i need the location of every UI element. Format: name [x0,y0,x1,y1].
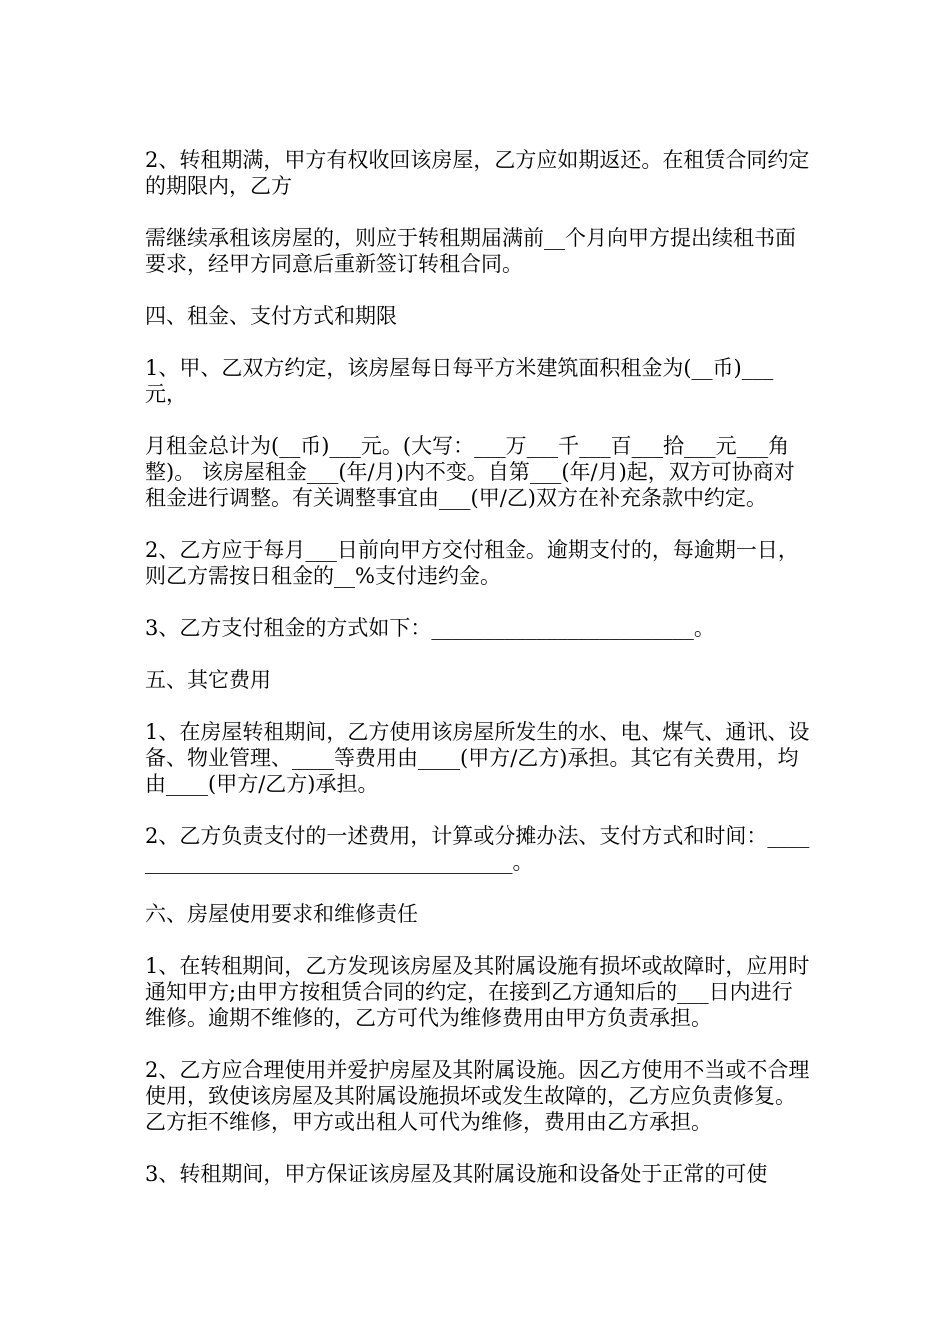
clause-paragraph: 2、乙方应合理使用并爱护房屋及其附属设施。因乙方使用不当或不合理使用，致使该房屋及其附属设施损坏或发生故障的，乙方应负责修复。乙方拒不维修，甲方或出租人可代为维修，费用由乙方承担。 [145,1058,810,1134]
clause-paragraph: 1、在房屋转租期间，乙方使用该房屋所发生的水、电、煤气、通讯、设备、物业管理、____等费用由____(甲方/乙方)承担。其它有关费用，均由____(甲方/乙方)承担。 [145,720,810,796]
clause-paragraph: 2、乙方负责支付的一述费用，计算或分摊办法、支付方式和时间：_______________________________________。 [145,824,810,874]
document-body [145,147,810,1213]
section-heading-maintenance: 六、房屋使用要求和维修责任 [145,902,418,926]
clause-paragraph: 1、甲、乙双方约定，该房屋每日每平方米建筑面积租金为(__币)___元， [145,356,774,406]
clause-paragraph: 1、在转租期间，乙方发现该房屋及其附属设施有损坏或故障时，应用时通知甲方;由甲方按租赁合同的约定，在接到乙方通知后的___日内进行维修。逾期不维修的，乙方可代为维修费用由甲方负责承担。 [145,954,810,1030]
section-heading-other-fees: 五、其它费用 [145,668,271,692]
clause-paragraph: 需继续承租该房屋的，则应于转租期届满前__个月向甲方提出续租书面要求，经甲方同意后重新签订转租合同。 [145,226,796,276]
clause-paragraph: 3、乙方支付租金的方式如下：_________________________。 [145,616,715,640]
clause-paragraph: 2、乙方应于每月___日前向甲方交付租金。逾期支付的，每逾期一日，则乙方需按日租金的__%支付违约金。 [145,538,799,588]
clause-paragraph: 2、转租期满，甲方有权收回该房屋，乙方应如期返还。在租赁合同约定的期限内，乙方 [145,148,810,198]
clause-paragraph: 3、转租期间，甲方保证该房屋及其附属设施和设备处于正常的可使 [145,1162,768,1186]
section-heading-rent: 四、租金、支付方式和期限 [145,304,397,328]
clause-paragraph: 月租金总计为(__币)___元。(大写：___万___千___百___拾___元___角整)。 该房屋租金___(年/月)内不变。自第___(年/月)起，双方可协商对租金进行调整。有关调整事宜由___(甲/乙)双方在补充条款中约定。 [145,434,795,510]
